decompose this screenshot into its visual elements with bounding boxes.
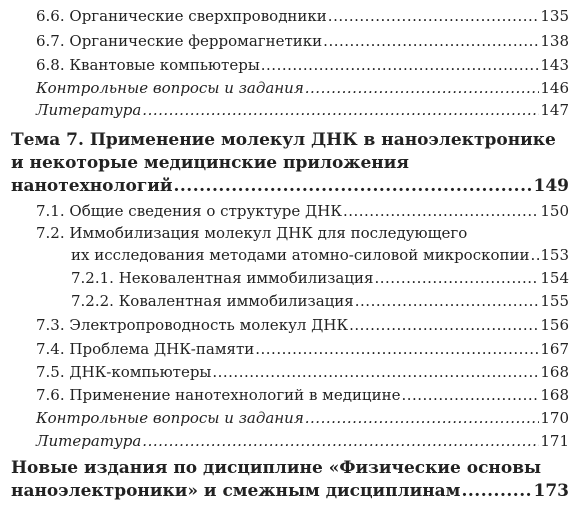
dot-leader: [212, 362, 539, 382]
dot-leader: [142, 431, 539, 451]
toc-page-number: 154: [540, 269, 569, 287]
toc-page-number: 168: [540, 363, 569, 381]
toc-page-number: 167: [540, 340, 569, 358]
final-entry-line-2: наноэлектроники» и смежным дисциплинам: [11, 481, 461, 501]
toc-entry-questions-7[interactable]: [36, 408, 569, 428]
dot-leader: [261, 55, 540, 75]
dot-leader: [374, 268, 539, 288]
toc-entry-title: 7.2.2. Ковалентная иммобилизация: [71, 292, 354, 310]
dot-leader: [355, 291, 540, 311]
toc-entry-6-7[interactable]: [36, 31, 569, 51]
toc-entry-title: 7.2.1. Нековалентная иммобилизация: [71, 269, 374, 287]
toc-page-number: 138: [540, 32, 569, 50]
dot-leader: [531, 245, 540, 265]
toc-entry-7-2-1[interactable]: [71, 268, 569, 288]
dot-leader: [401, 385, 539, 405]
toc-page-number: 168: [540, 386, 569, 404]
dot-leader: [343, 201, 539, 221]
toc-page-number: 149: [533, 176, 569, 196]
toc-entry-title: 6.6. Органические сверхпроводники: [36, 7, 327, 25]
toc-entry-title: Контрольные вопросы и задания: [36, 409, 304, 427]
chapter-7-entry[interactable]: [11, 175, 569, 198]
toc-page-number: 153: [540, 246, 569, 264]
chapter-7-title-line-2: и некоторые медицинские приложения: [11, 153, 409, 173]
toc-entry-title: 6.8. Квантовые компьютеры: [36, 56, 260, 74]
dot-leader: [305, 78, 540, 98]
toc-entry-7-4[interactable]: [36, 339, 569, 359]
dot-leader: [305, 408, 540, 428]
final-entry[interactable]: [11, 480, 569, 503]
toc-entry-literature-6[interactable]: [36, 100, 569, 120]
toc-page-number: 155: [540, 292, 569, 310]
toc-entry-title: 7.4. Проблема ДНК-памяти: [36, 340, 255, 358]
dot-leader: [255, 339, 539, 359]
toc-entry-title: 6.7. Органические ферромагнетики: [36, 32, 323, 50]
toc-page-number: 146: [540, 79, 569, 97]
toc-entry-title: Литература: [36, 101, 142, 119]
dot-leader: [349, 315, 539, 335]
toc-entry-7-1[interactable]: [36, 201, 569, 221]
toc-page-number: 147: [540, 101, 569, 119]
toc-page-number: 150: [540, 202, 569, 220]
toc-entry-questions-6[interactable]: [36, 78, 569, 98]
chapter-7-title-line-3: нанотехнологий: [11, 176, 173, 196]
toc-entry-7-2[interactable]: [71, 245, 569, 265]
toc-entry-title: 7.3. Электропроводность молекул ДНК: [36, 316, 349, 334]
toc-entry-title: их исследования методами атомно-силовой микроскопии: [71, 246, 530, 264]
toc-page-number: 143: [540, 56, 569, 74]
toc-entry-title: 7.1. Общие сведения о структуре ДНК: [36, 202, 342, 220]
dot-leader: [323, 31, 539, 51]
toc-entry-7-2-line-1[interactable]: 7.2. Иммобилизация молекул ДНК для последующего: [36, 224, 468, 242]
toc-entry-literature-7[interactable]: [36, 431, 569, 451]
dot-leader: [328, 6, 540, 26]
final-entry-line-1: Новые издания по дисциплине «Физические основы: [11, 458, 542, 478]
toc-entry-7-6[interactable]: [36, 385, 569, 405]
toc-entry-7-3[interactable]: [36, 315, 569, 335]
toc-page-number: 135: [540, 7, 569, 25]
toc-entry-7-5[interactable]: [36, 362, 569, 382]
toc-page-number: 170: [540, 409, 569, 427]
dot-leader: [461, 480, 532, 503]
toc-page-number: 156: [540, 316, 569, 334]
toc-page-number: 173: [533, 481, 569, 501]
dot-leader: [173, 175, 532, 198]
toc-entry-7-2-2[interactable]: [71, 291, 569, 311]
toc-page-number: 171: [540, 432, 569, 450]
toc-entry-title: Литература: [36, 432, 142, 450]
dot-leader: [142, 100, 539, 120]
toc-entry-title: 7.6. Применение нанотехнологий в медицине: [36, 386, 401, 404]
toc-entry-6-8[interactable]: [36, 55, 569, 75]
chapter-7-title-line-1: Тема 7. Применение молекул ДНК в наноэлектронике: [11, 130, 556, 150]
toc-entry-title: Контрольные вопросы и задания: [36, 79, 304, 97]
toc-entry-title: 7.5. ДНК-компьютеры: [36, 363, 212, 381]
toc-entry-6-6[interactable]: [36, 6, 569, 26]
